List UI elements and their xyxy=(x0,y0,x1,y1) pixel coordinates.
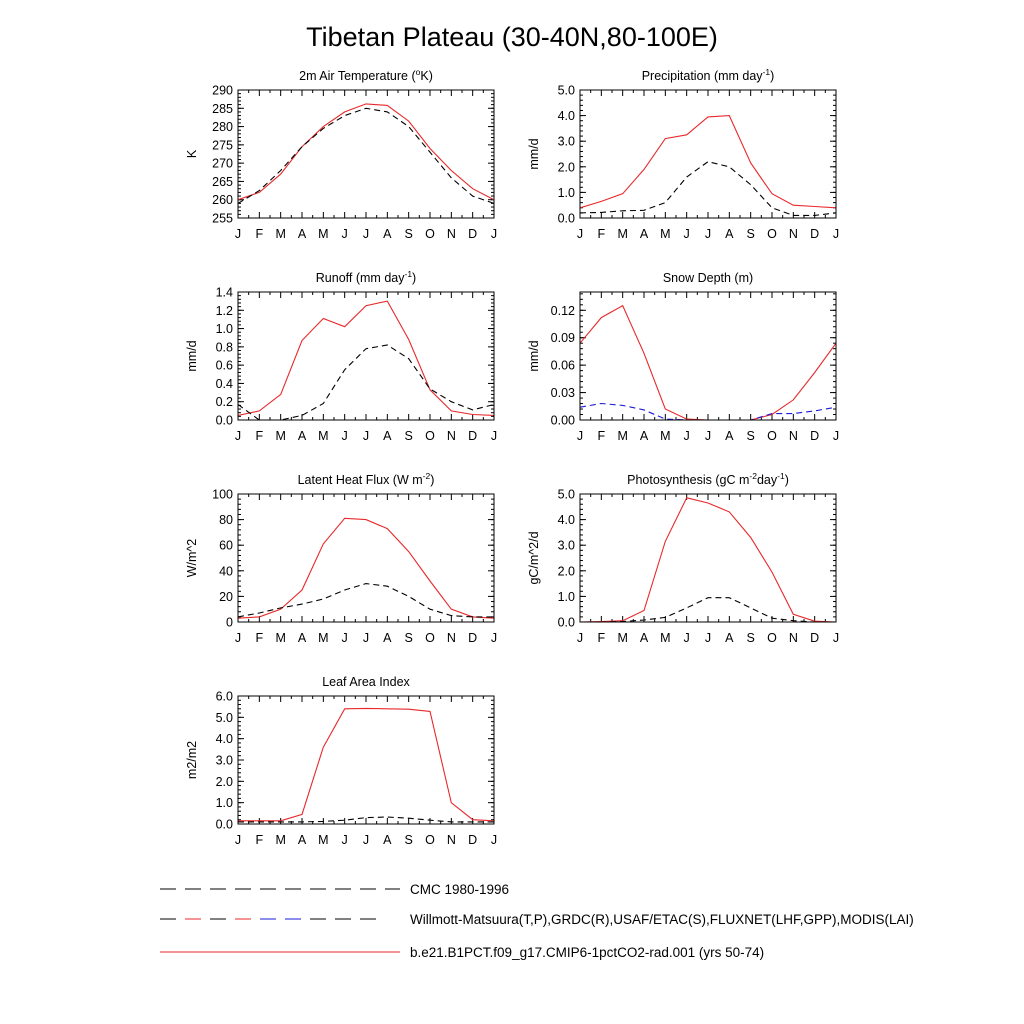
y-axis-label-leaf-area-index: m2/m2 xyxy=(185,740,199,780)
x-tick-label: M xyxy=(275,429,286,443)
legend-entry-model xyxy=(160,945,764,960)
x-tick-label: O xyxy=(767,631,777,645)
y-tick-label: 1.0 xyxy=(215,322,233,337)
x-tick-label: M xyxy=(660,429,671,443)
panel-title-latent-heat-flux xyxy=(298,471,435,487)
legend-entry-cmc xyxy=(160,882,509,897)
legend-label-observations: Willmott-Matsuura(T,P),GRDC(R),USAF/ETAC(S),FLUXNET(LHF,GPP),MODIS(LAI) xyxy=(410,912,914,927)
x-tick-label: A xyxy=(297,833,307,847)
y-tick-label: 5.0 xyxy=(215,710,233,725)
series-line-model xyxy=(238,104,494,200)
x-tick-label: N xyxy=(446,429,456,443)
y-tick-label: 6.0 xyxy=(215,689,233,704)
legend xyxy=(160,882,914,960)
x-tick-label: M xyxy=(617,227,628,241)
y-tick-label: 80 xyxy=(219,513,233,528)
y-tick-label: 0.0 xyxy=(215,817,233,832)
x-tick-label: A xyxy=(725,631,734,645)
x-tick-label: J xyxy=(341,429,348,443)
y-tick-label: 0.0 xyxy=(215,413,233,428)
x-tick-label: S xyxy=(746,429,755,443)
panel-title-text: Precipitation (mm day xyxy=(641,69,763,83)
y-tick-label: 2.0 xyxy=(557,564,575,579)
panel-title-text: 2m Air Temperature ( xyxy=(299,69,416,83)
panel-title-runoff xyxy=(316,269,416,285)
x-tick-label: D xyxy=(810,631,820,645)
x-tick-label: S xyxy=(404,833,413,847)
x-tick-label: J xyxy=(490,227,498,241)
x-tick-label: J xyxy=(341,833,348,847)
figure-title: Tibetan Plateau (30-40N,80-100E) xyxy=(306,22,718,52)
y-axis-label-snow-depth: mm/d xyxy=(527,340,541,372)
y-tick-label: 0.03 xyxy=(550,386,575,401)
panel-title-precipitation xyxy=(642,67,775,83)
x-tick-label: J xyxy=(234,429,242,443)
x-tick-label: M xyxy=(275,833,286,847)
x-tick-label: M xyxy=(275,631,286,645)
x-tick-label: D xyxy=(468,631,478,645)
series-line-model xyxy=(580,116,836,208)
x-tick-label: M xyxy=(318,227,329,241)
x-tick-label: J xyxy=(362,631,370,645)
x-tick-label: J xyxy=(362,429,370,443)
x-tick-label: J xyxy=(362,227,370,241)
x-tick-label: O xyxy=(425,833,435,847)
y-tick-label: 4.0 xyxy=(557,109,575,124)
x-tick-label: O xyxy=(767,429,777,443)
y-tick-label: 265 xyxy=(212,174,233,189)
x-tick-label: J xyxy=(234,833,242,847)
series-line-observations xyxy=(238,345,494,420)
plot-frame xyxy=(238,494,494,622)
x-tick-label: J xyxy=(832,227,840,241)
x-tick-label: D xyxy=(468,429,478,443)
x-tick-label: A xyxy=(639,631,649,645)
x-tick-label: D xyxy=(468,833,478,847)
y-tick-label: 1.2 xyxy=(215,303,233,318)
x-tick-label: A xyxy=(297,631,307,645)
panel-title-text: day xyxy=(756,473,778,487)
panel-snow-depth xyxy=(527,271,839,443)
x-tick-label: A xyxy=(297,227,307,241)
plot-frame xyxy=(238,292,494,420)
y-axis-label-latent-heat-flux: W/m^2 xyxy=(185,538,199,578)
y-tick-label: 5.0 xyxy=(557,83,575,98)
y-tick-label: 1.0 xyxy=(557,589,575,604)
x-tick-label: N xyxy=(788,227,798,241)
panel-title-text: Runoff (mm day xyxy=(315,271,405,285)
y-tick-label: 0.00 xyxy=(550,413,575,428)
x-tick-label: J xyxy=(704,429,712,443)
x-tick-label: O xyxy=(425,429,435,443)
y-tick-label: 2.0 xyxy=(557,160,575,175)
x-tick-label: M xyxy=(318,631,329,645)
y-tick-label: 290 xyxy=(212,83,233,98)
x-tick-label: N xyxy=(788,429,798,443)
legend-entry-observations xyxy=(160,912,914,927)
x-tick-label: F xyxy=(597,429,606,443)
y-tick-label: 0.2 xyxy=(215,395,233,410)
series-line-observations xyxy=(238,108,494,203)
legend-label-model: b.e21.B1PCT.f09_g17.CMIP6-1pctCO2-rad.001 (yrs 50-74) xyxy=(410,945,765,960)
x-tick-label: J xyxy=(683,631,690,645)
y-tick-label: 60 xyxy=(219,538,233,553)
series-line-observations xyxy=(580,162,836,216)
x-tick-label: J xyxy=(704,631,712,645)
x-tick-label: A xyxy=(725,429,734,443)
y-tick-label: 255 xyxy=(212,211,233,226)
panel-title-text: ) xyxy=(784,473,789,487)
x-tick-label: F xyxy=(255,833,264,847)
x-tick-label: O xyxy=(767,227,777,241)
y-tick-label: 0.4 xyxy=(215,376,233,391)
y-tick-label: 0.8 xyxy=(215,340,233,355)
plot-frame xyxy=(580,292,836,420)
x-tick-label: F xyxy=(255,429,264,443)
panel-runoff xyxy=(185,269,497,443)
y-tick-label: 1.0 xyxy=(215,796,233,811)
x-tick-label: J xyxy=(832,429,840,443)
panel-title-superscript: -1 xyxy=(777,471,785,481)
x-tick-label: J xyxy=(490,631,498,645)
panel-title-superscript: o xyxy=(415,67,421,77)
y-tick-label: 4.0 xyxy=(557,513,575,528)
x-tick-label: A xyxy=(383,429,392,443)
x-tick-label: J xyxy=(576,429,584,443)
panel-title-leaf-area-index xyxy=(322,675,410,689)
panel-title-text: Leaf Area Index xyxy=(322,675,410,689)
y-tick-label: 0.6 xyxy=(215,358,233,373)
panel-title-photosynthesis xyxy=(627,471,789,487)
series-line-model xyxy=(580,498,836,622)
x-tick-label: M xyxy=(660,227,671,241)
x-tick-label: J xyxy=(683,429,690,443)
x-tick-label: N xyxy=(446,833,456,847)
y-axis-label-air-temperature: K xyxy=(185,149,199,159)
x-tick-label: O xyxy=(425,631,435,645)
y-tick-label: 1.0 xyxy=(557,185,575,200)
plot-frame xyxy=(238,90,494,218)
plot-frame xyxy=(580,90,836,218)
x-tick-label: D xyxy=(468,227,478,241)
x-tick-label: A xyxy=(297,429,307,443)
panel-title-text: Photosynthesis (gC m xyxy=(627,473,750,487)
y-tick-label: 270 xyxy=(212,156,233,171)
x-tick-label: S xyxy=(404,227,413,241)
y-axis-label-runoff: mm/d xyxy=(185,340,199,372)
panel-title-air-temperature xyxy=(299,67,433,83)
x-tick-label: J xyxy=(234,227,242,241)
panel-precipitation xyxy=(527,67,839,241)
plot-frame xyxy=(238,696,494,824)
x-tick-label: F xyxy=(255,227,264,241)
x-tick-label: D xyxy=(810,227,820,241)
panel-title-text: K) xyxy=(420,69,433,83)
y-tick-label: 260 xyxy=(212,193,233,208)
panel-title-text: Snow Depth (m) xyxy=(662,271,754,285)
panel-leaf-area-index xyxy=(185,675,497,847)
y-tick-label: 20 xyxy=(219,589,233,604)
y-tick-label: 0 xyxy=(226,615,233,630)
series-line-model xyxy=(238,708,494,820)
x-tick-label: M xyxy=(318,429,329,443)
panel-title-text: ) xyxy=(770,69,775,83)
panel-title-superscript: -2 xyxy=(422,471,431,481)
x-tick-label: J xyxy=(832,631,840,645)
x-tick-label: S xyxy=(746,631,755,645)
series-line-model xyxy=(238,518,494,618)
x-tick-label: J xyxy=(683,227,690,241)
x-tick-label: N xyxy=(446,227,456,241)
y-tick-label: 3.0 xyxy=(215,753,233,768)
y-tick-label: 100 xyxy=(212,487,233,502)
x-tick-label: S xyxy=(404,429,413,443)
y-tick-label: 280 xyxy=(212,120,233,135)
y-axis-label-precipitation: mm/d xyxy=(527,138,541,170)
x-tick-label: A xyxy=(383,833,392,847)
panel-title-text: Latent Heat Flux (W m xyxy=(297,473,423,487)
panel-title-superscript: -2 xyxy=(749,471,757,481)
plot-frame xyxy=(580,494,836,622)
x-tick-label: A xyxy=(383,631,392,645)
panel-photosynthesis xyxy=(527,471,839,645)
x-tick-label: S xyxy=(746,227,755,241)
panel-title-superscript: -1 xyxy=(404,269,413,279)
x-tick-label: J xyxy=(341,631,348,645)
x-tick-label: J xyxy=(341,227,348,241)
y-tick-label: 4.0 xyxy=(215,732,233,747)
x-tick-label: A xyxy=(639,429,649,443)
panel-title-snow-depth xyxy=(663,271,753,285)
panel-air-temperature xyxy=(185,67,497,241)
y-tick-label: 275 xyxy=(212,138,233,153)
x-tick-label: F xyxy=(597,227,606,241)
x-tick-label: J xyxy=(234,631,242,645)
x-tick-label: O xyxy=(425,227,435,241)
x-tick-label: J xyxy=(576,631,584,645)
series-line-model xyxy=(580,306,836,420)
y-tick-label: 0.09 xyxy=(550,331,575,346)
x-tick-label: M xyxy=(275,227,286,241)
x-tick-label: J xyxy=(490,833,498,847)
x-tick-label: A xyxy=(725,227,734,241)
y-tick-label: 40 xyxy=(219,564,233,579)
x-tick-label: J xyxy=(576,227,584,241)
x-tick-label: M xyxy=(617,429,628,443)
x-tick-label: J xyxy=(362,833,370,847)
y-tick-label: 3.0 xyxy=(557,538,575,553)
x-tick-label: N xyxy=(788,631,798,645)
y-tick-label: 0.12 xyxy=(550,303,575,318)
y-axis-label-photosynthesis: gC/m^2/d xyxy=(527,531,541,585)
panel-title-text: ) xyxy=(412,271,417,285)
y-tick-label: 5.0 xyxy=(557,487,575,502)
x-tick-label: S xyxy=(404,631,413,645)
x-tick-label: M xyxy=(660,631,671,645)
y-tick-label: 2.0 xyxy=(215,774,233,789)
y-tick-label: 0.06 xyxy=(550,358,575,373)
x-tick-label: F xyxy=(255,631,264,645)
x-tick-label: N xyxy=(446,631,456,645)
series-line-model xyxy=(238,301,494,415)
x-tick-label: D xyxy=(810,429,820,443)
series-line-observations xyxy=(238,584,494,617)
panel-title-superscript: -1 xyxy=(762,67,771,77)
y-tick-label: 0.0 xyxy=(557,211,575,226)
y-tick-label: 3.0 xyxy=(557,134,575,149)
x-tick-label: J xyxy=(490,429,498,443)
x-tick-label: M xyxy=(318,833,329,847)
y-tick-label: 0.0 xyxy=(557,615,575,630)
y-tick-label: 285 xyxy=(212,101,233,116)
x-tick-label: A xyxy=(383,227,392,241)
legend-label-cmc: CMC 1980-1996 xyxy=(410,882,510,897)
panel-latent-heat-flux xyxy=(185,471,497,645)
panel-title-text: ) xyxy=(430,473,435,487)
x-tick-label: A xyxy=(639,227,649,241)
x-tick-label: J xyxy=(704,227,712,241)
x-tick-label: F xyxy=(597,631,606,645)
y-tick-label: 1.4 xyxy=(215,285,233,300)
x-tick-label: M xyxy=(617,631,628,645)
